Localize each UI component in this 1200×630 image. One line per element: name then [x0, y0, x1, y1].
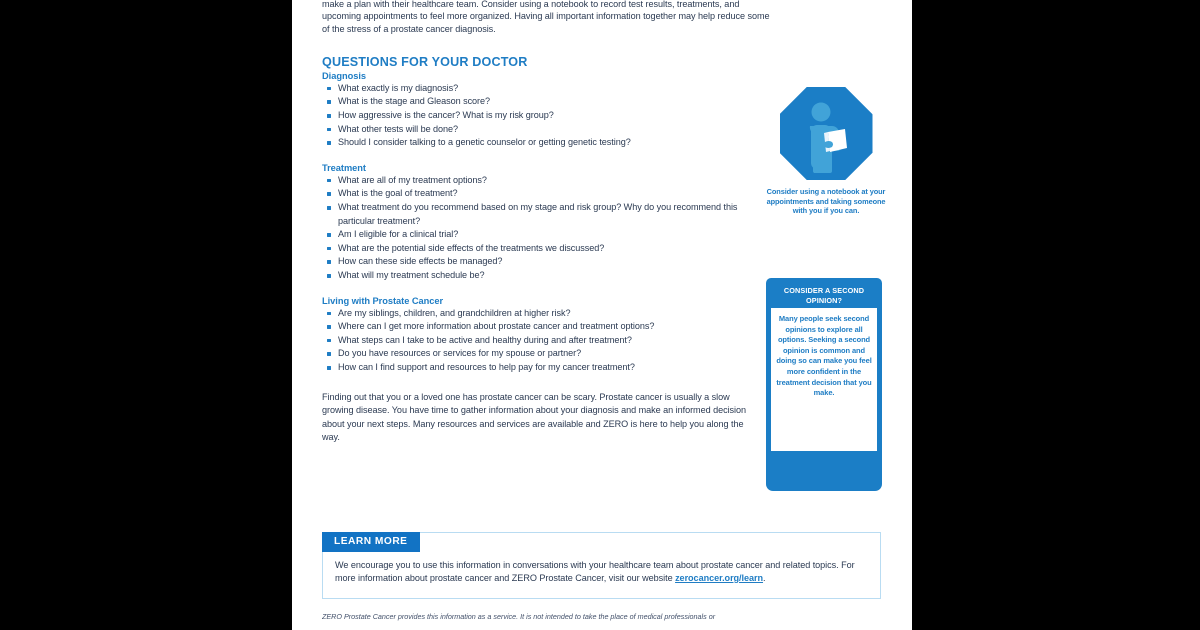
- letterbox-right: [912, 0, 1200, 630]
- learn-more-text-before-link: We encourage you to use this information in conversations with your healthcare team about prostate cancer and related topics. For more information about prostate cancer and ZERO Prostate Cancer, visit our website: [335, 560, 855, 583]
- list-item: What will my treatment schedule be?: [326, 269, 774, 283]
- subsection-heading-treatment: Treatment: [322, 162, 366, 173]
- list-item: Do you have resources or services for my spouse or partner?: [326, 347, 774, 361]
- main-content-column: [322, 0, 774, 445]
- list-item: Are my siblings, children, and grandchildren at higher risk?: [326, 307, 774, 321]
- learn-more-text: [335, 559, 865, 584]
- list-item: Where can I get more information about prostate cancer and treatment options?: [326, 320, 774, 334]
- letterbox-left: [0, 0, 292, 630]
- list-item: What treatment do you recommend based on my stage and risk group? Why do you recommend this particular treatment?: [326, 201, 774, 228]
- learn-more-badge: LEARN MORE: [322, 532, 420, 552]
- notebook-badge-caption: Consider using a notebook at your appointments and taking someone with you if you can.: [766, 187, 886, 216]
- octagon-shape: [780, 87, 873, 180]
- intro-paragraph: make a plan with their healthcare team. Consider using a notebook to record test results, treatments, and upcoming appointments to feel more organized. Having all important information together may help reduce some of the stress of a prostate cancer diagnosis.: [322, 0, 770, 34]
- learn-more-text-after-link: .: [763, 572, 766, 583]
- list-item: How can these side effects be managed?: [326, 255, 774, 269]
- list-item: What is the goal of treatment?: [326, 187, 774, 201]
- second-opinion-card: [766, 278, 882, 491]
- list-item: What exactly is my diagnosis?: [326, 82, 774, 96]
- second-opinion-body: Many people seek second opinions to explore all options. Seeking a second opinion is common and doing so can make you feel more confident in the treatment decision that you make.: [771, 308, 877, 451]
- subsection-heading-diagnosis: Diagnosis: [322, 70, 366, 81]
- list-item: What are all of my treatment options?: [326, 174, 774, 188]
- second-opinion-heading: CONSIDER A SECOND OPINION?: [783, 286, 865, 305]
- list-item: What are the potential side effects of the treatments we discussed?: [326, 242, 774, 256]
- question-list-diagnosis: [326, 82, 774, 150]
- learn-more-box: [322, 532, 881, 599]
- question-list-living: [326, 307, 774, 375]
- document-page: [292, 0, 912, 630]
- disclaimer-text: ZERO Prostate Cancer provides this information as a service. It is not intended to take the place of medical professionals or: [322, 612, 716, 621]
- closing-paragraph: Finding out that you or a loved one has prostate cancer can be scary. Prostate cancer is usually a slow growing disease. You have time to gather information about your diagnosis and make an informed decision about your next steps. Many resources and services are available and ZERO is here to help you along the way.: [322, 391, 747, 443]
- zerocancer-learn-link[interactable]: zerocancer.org/learn: [675, 572, 764, 583]
- list-item: What is the stage and Gleason score?: [326, 95, 774, 109]
- list-item: What other tests will be done?: [326, 123, 774, 137]
- subsection-heading-living-with-prostate-cancer: Living with Prostate Cancer: [322, 295, 444, 306]
- list-item: What steps can I take to be active and healthy during and after treatment?: [326, 334, 774, 348]
- question-list-treatment: [326, 174, 774, 283]
- person-with-notebook-icon: [780, 87, 873, 180]
- list-item: How can I find support and resources to help pay for my cancer treatment?: [326, 361, 774, 375]
- list-item: Should I consider talking to a genetic counselor or getting genetic testing?: [326, 136, 774, 150]
- list-item: Am I eligible for a clinical trial?: [326, 228, 774, 242]
- page-title: QUESTIONS FOR YOUR DOCTOR: [322, 54, 528, 69]
- notebook-badge: [762, 87, 890, 216]
- list-item: How aggressive is the cancer? What is my risk group?: [326, 109, 774, 123]
